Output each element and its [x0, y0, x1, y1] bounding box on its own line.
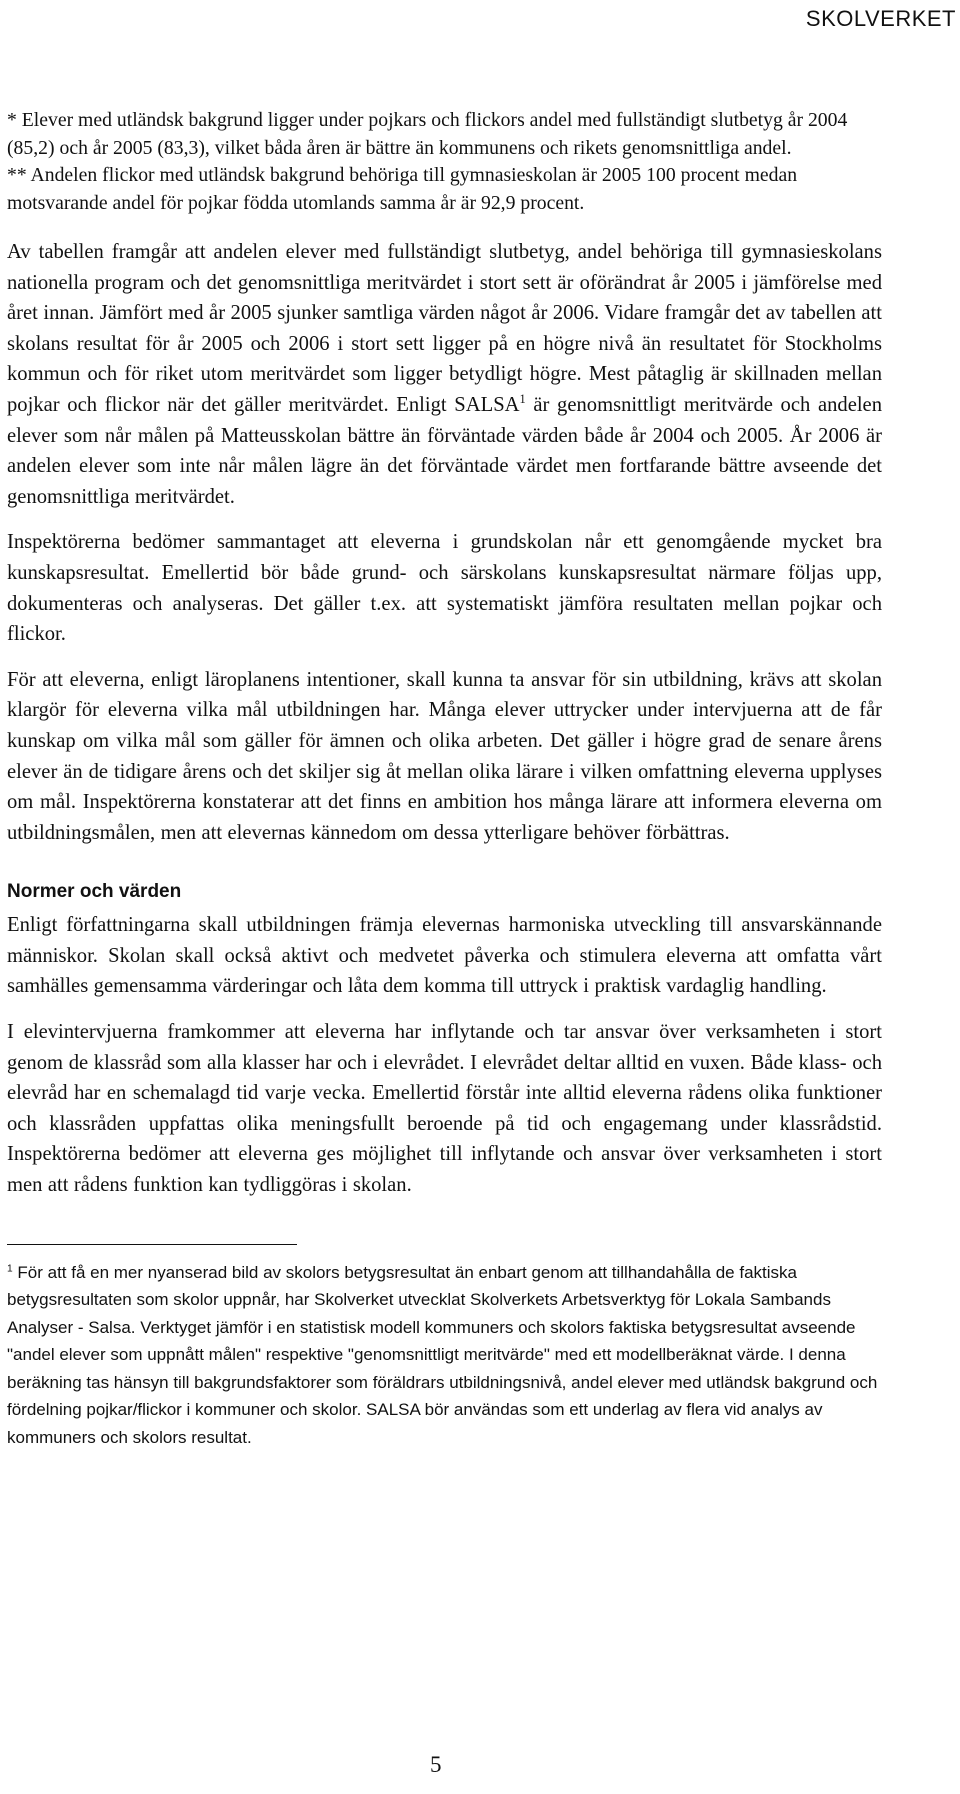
running-header: SKOLVERKET: [805, 6, 956, 31]
footnote-reference: 1: [519, 392, 526, 407]
paragraph-results-text-a: Av tabellen framgår att andelen elever med fullständigt slutbetyg, andel behöriga till gymnasieskolans nationella program och det genomsnittliga meritvärdet i stort sett är oförändrat år 2005 i jämförelse med året innan. Jämfört med år 2005 sjunker samtliga värden något år 2006. Vidare framgår det av tabellen att skolans resultat för år 2005 och 2006 i stort sett ligger på en högre nivå än resultatet för Stockholms kommun och för riket utom meritvärdet som ligger betydligt högre. Mest påtaglig är skillnaden mellan pojkar och flickor när det gäller meritvärdet. Enligt SALSA: [7, 241, 882, 416]
paragraph-goals: För att eleverna, enligt läroplanens intentioner, skall kunna ta ansvar för sin utbildning, krävs att skolan klargör för eleverna vilka mål utbildningen har. Många elever uttrycker under intervjuerna att de får kunskap om vilka mål som gäller för ämnen och olika arbeten. Det gäller i högre grad de senare årens elever än de tidigare årens och det skiljer sig åt mellan olika lärare i vilken omfattning eleverna upplyses om mål. Inspektörerna konstaterar att det finns en ambition hos många lärare att informera eleverna om utbildningsmålen, men att elevernas kännedom om dessa ytterligare behöver förbättras.: [7, 668, 882, 844]
page-content: [7, 107, 882, 1451]
paragraph-assessment: Inspektörerna bedömer sammantaget att eleverna i grundskolan når ett genomgående mycket bra kunskapsresultat. Emellertid bör både grund- och särskolans kunskapsresultat närmare följas upp, dokumenteras och analyseras. Det gäller t.ex. att systematiskt jämföra resultaten mellan pojkar och flickor.: [7, 531, 882, 646]
page-number: 5: [430, 1752, 442, 1777]
paragraph-results: [7, 237, 882, 512]
paragraph-student-influence: I elevintervjuerna framkommer att eleverna har inflytande och tar ansvar över verksamheten i stort genom de klassråd som alla klasser har och i elevrådet. I elevrådet deltar alltid en vuxen. Både klass- och elevråd har en schemalagd tid varje vecka. Emellertid förstår inte alltid eleverna rådens olika funktioner och klassråden uppfattas olika meningsfullt beroende på tid och engagemang under klassrådstid. Inspektörerna bedömer att eleverna ges möjlighet till inflytande och ansvar över verksamheten i stort men att rådens funktion kan tydliggöras i skolan.: [7, 1021, 882, 1197]
footnote-marker: 1: [7, 1262, 13, 1274]
table-note-1: * Elever med utländsk bakgrund ligger under pojkars och flickors andel med fullständigt slutbetyg år 2004 (85,2) och år 2005 (83,3), vilket båda åren är bättre än kommunens och rikets genomsnittliga andel.: [7, 109, 848, 159]
paragraph-results-text-b: är genomsnittligt meritvärde och andelen elever som når målen på Matteusskolan bättre än förväntade värden både år 2004 och 2005. År 2006 är andelen elever som inte når målen lägre än det förväntade värdet men fortfarande bättre avseende det genomsnittliga meritvärdet.: [7, 393, 882, 508]
footnote-text: För att få en mer nyanserad bild av skolors betygsresultat än enbart genom att tillhandahålla de faktiska betygsresultaten som skolor uppnår, har Skolverket utvecklat Skolverkets Arbetsverktyg för Lokala Sambands Analyser - Salsa. Verktyget jämför i en statistisk modell kommuners och skolors faktiska betygsresultat avseende "andel elever som uppnått målen" respektive "genomsnittligt meritvärde" med ett modellberäknat värde. I denna beräkning tas hänsyn till bakgrundsfaktorer som föräldrars utbildningsnivå, andel elever med utländsk bakgrund och fördelning pojkar/flickor i kommuner och skolor. SALSA bör användas som ett underlag av flera vid analys av kommuners och skolors resultat.: [7, 1262, 878, 1447]
footnote-separator: [7, 1244, 297, 1245]
footnote: [7, 1259, 882, 1452]
table-note-2: ** Andelen flickor med utländsk bakgrund behöriga till gymnasieskolan är 2005 100 procent medan motsvarande andel för pojkar födda utomlands samma år är 92,9 procent.: [7, 164, 798, 214]
paragraph-norms: Enligt författningarna skall utbildningen främja elevernas harmoniska utveckling till ansvarskännande människor. Skolan skall också aktivt och medvetet påverka och stimulera eleverna att omfatta vårt samhälles gemensamma värderingar och låta dem komma till uttryck i praktisk vardaglig handling.: [7, 914, 882, 998]
section-heading: Normer och värden: [7, 881, 182, 903]
